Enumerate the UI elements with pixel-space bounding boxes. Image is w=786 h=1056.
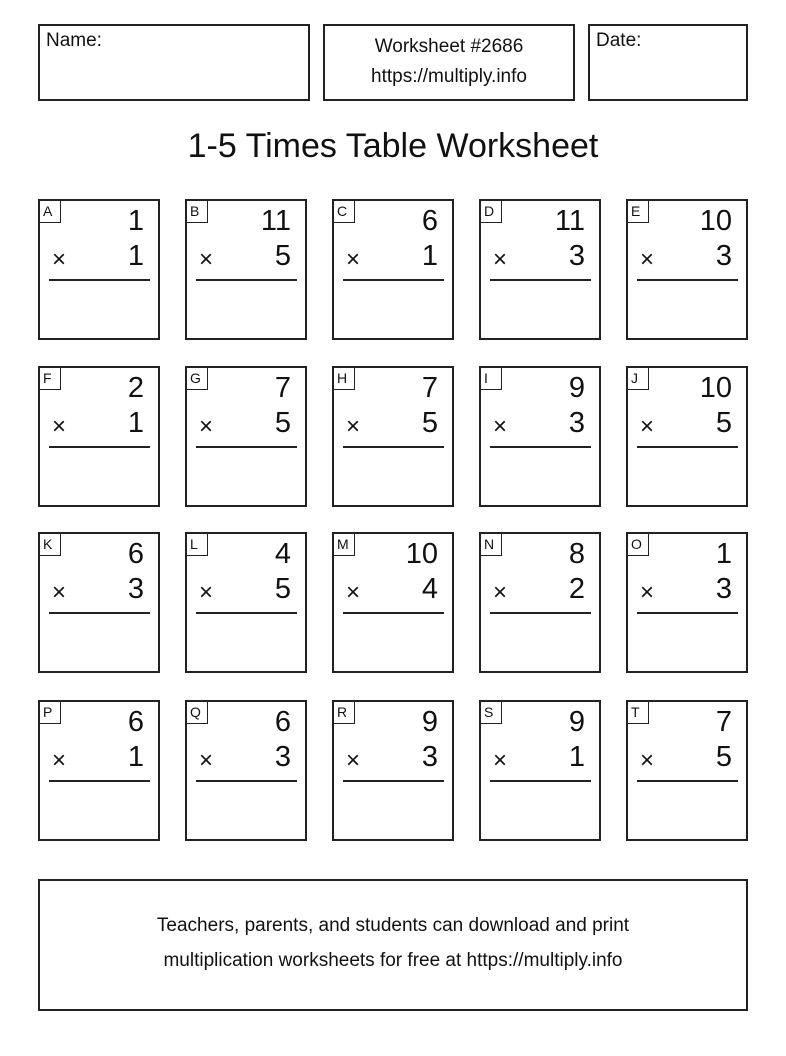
problem-c (332, 199, 454, 340)
multiplicand: 10 (699, 205, 732, 237)
multiplicand: 7 (274, 372, 291, 404)
answer-line (49, 446, 150, 448)
multiplier: 1 (568, 741, 585, 773)
answer-line (343, 279, 444, 281)
answer-space[interactable] (628, 616, 746, 671)
multiplicand: 6 (274, 706, 291, 738)
answer-space[interactable] (334, 784, 452, 839)
problem-r (332, 700, 454, 841)
answer-line (637, 446, 738, 448)
answer-line (637, 612, 738, 614)
answer-line (196, 612, 297, 614)
answer-space[interactable] (187, 616, 305, 671)
multiply-sign: × (346, 747, 361, 774)
answer-line (490, 612, 591, 614)
date-label: Date: (596, 30, 642, 51)
answer-space[interactable] (628, 283, 746, 338)
multiply-sign: × (52, 747, 67, 774)
problem-i (479, 366, 601, 507)
problem-letter: F (40, 368, 61, 390)
problem-letter: C (334, 201, 355, 223)
answer-line (343, 446, 444, 448)
multiplicand: 6 (421, 205, 438, 237)
answer-space[interactable] (40, 784, 158, 839)
multiply-sign: × (199, 579, 214, 606)
problem-letter: T (628, 702, 649, 724)
answer-line (343, 612, 444, 614)
multiplier: 5 (421, 407, 438, 439)
multiplicand: 1 (715, 538, 732, 570)
problem-l (185, 532, 307, 673)
multiplicand: 9 (568, 706, 585, 738)
multiplier: 1 (127, 741, 144, 773)
problem-g (185, 366, 307, 507)
multiplicand: 11 (554, 205, 585, 237)
answer-line (196, 446, 297, 448)
answer-line (637, 279, 738, 281)
problem-k (38, 532, 160, 673)
multiply-sign: × (640, 246, 655, 273)
multiplier: 3 (715, 240, 732, 272)
multiply-sign: × (199, 246, 214, 273)
footer-box (38, 879, 748, 1011)
problem-letter: A (40, 201, 61, 223)
multiplicand: 6 (127, 706, 144, 738)
problem-letter: P (40, 702, 61, 724)
problem-letter: J (628, 368, 649, 390)
multiplicand: 10 (405, 538, 438, 570)
problem-d (479, 199, 601, 340)
multiply-sign: × (493, 246, 508, 273)
problem-letter: D (481, 201, 502, 223)
worksheet-url: https://multiply.info (371, 66, 527, 87)
multiplicand: 10 (699, 372, 732, 404)
answer-space[interactable] (481, 450, 599, 505)
answer-space[interactable] (481, 616, 599, 671)
problem-a (38, 199, 160, 340)
multiply-sign: × (640, 579, 655, 606)
problem-j (626, 366, 748, 507)
multiply-sign: × (640, 413, 655, 440)
multiplier: 1 (127, 407, 144, 439)
multiply-sign: × (640, 747, 655, 774)
multiply-sign: × (52, 579, 67, 606)
answer-space[interactable] (481, 283, 599, 338)
multiplicand: 11 (260, 205, 291, 237)
multiplicand: 6 (127, 538, 144, 570)
multiply-sign: × (52, 246, 67, 273)
multiply-sign: × (493, 747, 508, 774)
answer-space[interactable] (334, 616, 452, 671)
answer-line (490, 279, 591, 281)
answer-line (49, 612, 150, 614)
answer-space[interactable] (334, 283, 452, 338)
answer-space[interactable] (628, 784, 746, 839)
answer-line (490, 446, 591, 448)
problem-p (38, 700, 160, 841)
multiplier: 5 (715, 407, 732, 439)
problem-letter: B (187, 201, 208, 223)
multiply-sign: × (199, 747, 214, 774)
answer-line (196, 780, 297, 782)
multiplier: 3 (715, 573, 732, 605)
multiplier: 1 (127, 240, 144, 272)
answer-space[interactable] (187, 283, 305, 338)
answer-line (490, 780, 591, 782)
multiply-sign: × (493, 579, 508, 606)
multiplicand: 2 (127, 372, 144, 404)
problem-q (185, 700, 307, 841)
problem-letter: R (334, 702, 355, 724)
multiply-sign: × (346, 413, 361, 440)
answer-line (49, 279, 150, 281)
multiply-sign: × (52, 413, 67, 440)
multiplier: 3 (127, 573, 144, 605)
answer-space[interactable] (481, 784, 599, 839)
answer-line (637, 780, 738, 782)
answer-line (196, 279, 297, 281)
problem-letter: I (481, 368, 502, 390)
problem-s (479, 700, 601, 841)
problem-letter: O (628, 534, 649, 556)
multiplicand: 1 (127, 205, 144, 237)
multiply-sign: × (346, 579, 361, 606)
multiplier: 5 (715, 741, 732, 773)
multiplicand: 9 (421, 706, 438, 738)
problem-letter: S (481, 702, 502, 724)
problem-m (332, 532, 454, 673)
multiplicand: 7 (421, 372, 438, 404)
answer-line (49, 780, 150, 782)
problem-letter: L (187, 534, 208, 556)
multiplicand: 8 (568, 538, 585, 570)
answer-space[interactable] (187, 784, 305, 839)
problem-letter: G (187, 368, 208, 390)
multiplier: 5 (274, 240, 291, 272)
multiplier: 4 (421, 573, 438, 605)
footer-text-line-2: multiplication worksheets for free at https://multiply.info (163, 950, 623, 971)
multiplicand: 4 (274, 538, 291, 570)
multiply-sign: × (493, 413, 508, 440)
multiplier: 1 (421, 240, 438, 272)
problem-t (626, 700, 748, 841)
footer-text-line-1: Teachers, parents, and students can download and print (156, 915, 630, 936)
problem-n (479, 532, 601, 673)
problem-f (38, 366, 160, 507)
problem-letter: Q (187, 702, 208, 724)
problem-h (332, 366, 454, 507)
answer-space[interactable] (628, 450, 746, 505)
answer-space[interactable] (40, 616, 158, 671)
worksheet-number: Worksheet #2686 (374, 36, 524, 57)
problem-b (185, 199, 307, 340)
answer-space[interactable] (40, 450, 158, 505)
name-label: Name: (46, 30, 102, 51)
multiplier: 3 (568, 407, 585, 439)
answer-space[interactable] (187, 450, 305, 505)
multiplier: 5 (274, 573, 291, 605)
multiplier: 3 (421, 741, 438, 773)
multiply-sign: × (199, 413, 214, 440)
problem-o (626, 532, 748, 673)
problem-letter: K (40, 534, 61, 556)
problem-letter: H (334, 368, 355, 390)
problem-letter: N (481, 534, 502, 556)
answer-space[interactable] (334, 450, 452, 505)
multiplier: 3 (568, 240, 585, 272)
multiplier: 2 (568, 573, 585, 605)
multiply-sign: × (346, 246, 361, 273)
problem-letter: E (628, 201, 649, 223)
problem-e (626, 199, 748, 340)
multiplier: 5 (274, 407, 291, 439)
multiplier: 3 (274, 741, 291, 773)
multiplicand: 7 (715, 706, 732, 738)
answer-space[interactable] (40, 283, 158, 338)
answer-line (343, 780, 444, 782)
multiplicand: 9 (568, 372, 585, 404)
problem-letter: M (334, 534, 355, 556)
page-title: 1-5 Times Table Worksheet (187, 127, 599, 165)
